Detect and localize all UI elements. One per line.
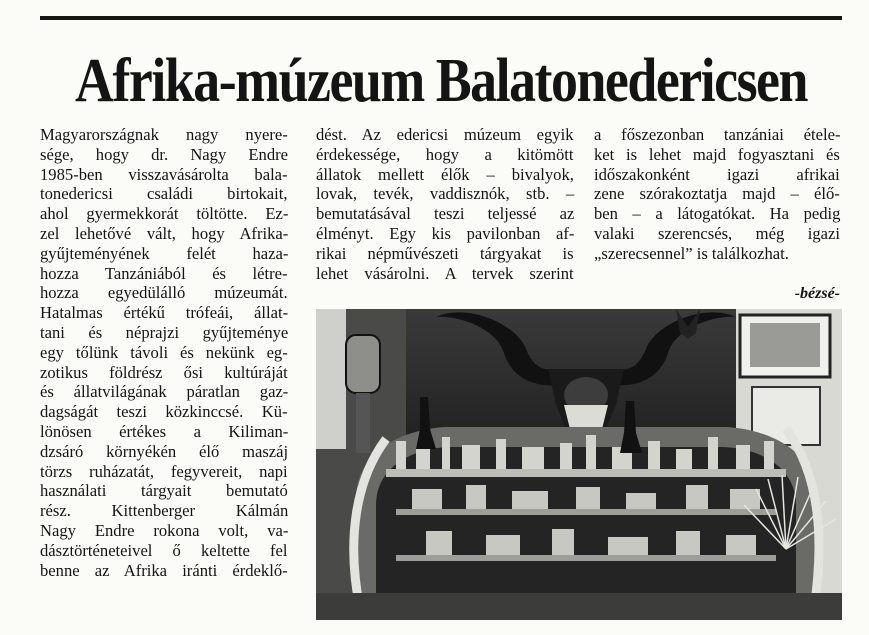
article-text-line: ahol gyermekkorát töltötte. Ez-	[40, 204, 289, 224]
article-text-line: élményt. Egy kis pavilonban af-	[316, 223, 575, 243]
article-text-line: lönösen értékes a Kiliman-	[40, 421, 289, 441]
article-text-line: dést. Az edericsi múzeum egyik	[316, 125, 574, 144]
museum-photo-drawing	[316, 309, 842, 620]
article-column-1	[40, 125, 288, 580]
article-text-line: lovak, tevék, vaddisznók, stb. –	[316, 184, 575, 204]
article-text-line: rikai népművészeti tárgyakat is	[316, 243, 574, 263]
article-text-line: egy tőlünk távoli és nekünk eg-	[40, 342, 288, 362]
headline: Afrika-múzeum Balatonedericsen	[75, 46, 807, 115]
article-text-line: a főszezonban tanzániai étele-	[594, 125, 841, 144]
top-rule	[40, 16, 842, 20]
article-text-line: Hatalmas értékű trófeái, állat-	[40, 303, 289, 323]
article-text-line: sége, hogy dr. Nagy Endre	[40, 144, 289, 164]
article-text-line: hozza Tanzániából és létre-	[40, 263, 288, 283]
article-text-line: Magyarországnak nagy nyere-	[40, 125, 288, 144]
article-text-line: zotikus földrész ősi kultúráját	[40, 362, 288, 382]
article-column-2	[316, 125, 574, 283]
article-text-line: állatok mellett élők – bivalyok,	[316, 164, 574, 184]
article-text-line: valaki szerencsés, még igazi	[594, 223, 840, 243]
article-text-line: zene szórakoztatja majd – élő-	[594, 184, 840, 204]
museum-interior-photo	[316, 309, 842, 620]
article-text-line: törzs ruházatát, fegyvereit, napi	[40, 461, 288, 481]
article-column-3	[594, 125, 840, 264]
article-text-line: tonedericsi családi birtokait,	[40, 184, 288, 204]
article-text-line: bemutatásával teszi teljessé az	[316, 204, 575, 224]
article-text-line: „szerecsennel” is találkozhat.	[594, 243, 789, 263]
article-text-line: lehet vásárolni. A tervek szerint	[316, 263, 574, 283]
byline-signature: -bézsé-	[794, 285, 840, 302]
article-text-line: időszakonként igazi afrikai	[594, 164, 840, 184]
article-text-line: gyűjteményének felét haza-	[40, 243, 289, 263]
article-text-line: rész. Kittenberger Kálmán	[40, 501, 289, 521]
article-text-line: és állatvilágának páratlan gaz-	[40, 382, 289, 402]
article-text-line: dagságát teszi közkinccsé. Kü-	[40, 402, 288, 422]
article-text-line: zel lehetővé vált, hogy Afrika-	[40, 223, 289, 243]
article-text-line: ket is lehet majd fogyasztani és	[594, 144, 840, 164]
article-text-line: tani és néprajzi gyűjteménye	[40, 322, 289, 342]
article-text-line: dásztörténeteivel ő keltette fel	[40, 540, 288, 560]
article-text-line: 1985-ben visszavásárolta bala-	[40, 164, 288, 184]
article-text-line: Nagy Endre rokona volt, va-	[40, 520, 289, 540]
article-text-line: használati tárgyait bemutató	[40, 481, 288, 501]
article-text-line: dzsáró környékén élő maszáj	[40, 441, 289, 461]
article-text-line: ben – a látogatókat. Ha pedig	[594, 204, 841, 224]
article-text-line: érdekessége, hogy a kitömött	[316, 144, 574, 164]
article-text-line: benne az Afrika iránti érdeklő-	[40, 560, 288, 580]
article-text-line: hozza egyedülálló múzeumát.	[40, 283, 288, 303]
